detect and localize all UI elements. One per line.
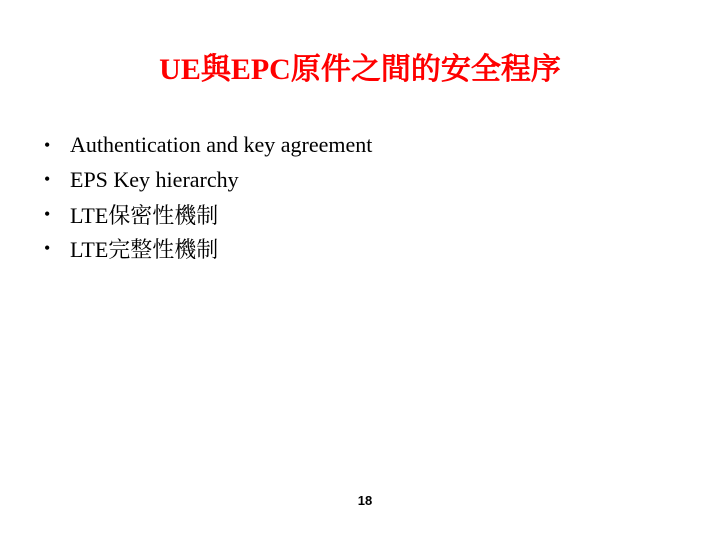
bullet-text-key-hierarchy: EPS Key hierarchy	[70, 166, 239, 192]
slide-title: UE與EPC原件之間的安全程序	[159, 53, 561, 86]
bullet-item	[44, 232, 684, 267]
bullet-text-integrity: LTE完整性機制	[70, 237, 219, 263]
bullet-marker: •	[44, 238, 51, 259]
bullet-marker: •	[44, 169, 51, 190]
bullet-text-authentication: Authentication and key agreement	[70, 132, 373, 158]
bullet-list	[44, 128, 684, 266]
bullet-item	[44, 128, 684, 163]
bullet-marker: •	[44, 203, 51, 224]
bullet-text-confidentiality: LTE保密性機制	[70, 202, 219, 228]
bullet-item	[44, 197, 684, 232]
bullet-item	[44, 163, 684, 198]
bullet-marker: •	[44, 134, 51, 155]
page-number: 18	[357, 493, 373, 508]
